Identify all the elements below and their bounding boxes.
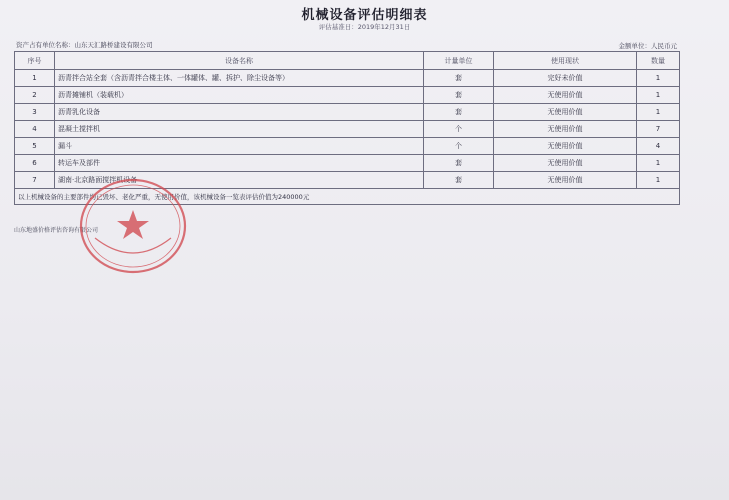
cell-serial: 7 <box>15 172 55 189</box>
cell-quantity: 1 <box>637 172 680 189</box>
cell-usage-status: 无使用价值 <box>494 155 637 172</box>
cell-measure-unit: 套 <box>424 155 494 172</box>
header-usage-status: 使用现状 <box>494 52 637 70</box>
table-row <box>15 138 680 155</box>
summary-row <box>15 189 680 205</box>
header-equipment-name: 设备名称 <box>55 52 424 70</box>
table-row <box>15 87 680 104</box>
cell-measure-unit: 个 <box>424 121 494 138</box>
cell-usage-status: 无使用价值 <box>494 87 637 104</box>
appraiser-note: 山东地盛价格评估咨询有限公司 <box>14 227 99 234</box>
cell-equipment-name: 沥青摊铺机（装载机） <box>55 87 424 104</box>
cell-equipment-name: 湖南·北京路面搅拌机设备 <box>55 172 424 189</box>
cell-quantity: 1 <box>637 70 680 87</box>
cell-serial: 4 <box>15 121 55 138</box>
cell-equipment-name: 转运车及部件 <box>55 155 424 172</box>
cell-usage-status: 无使用价值 <box>494 138 637 155</box>
table-row <box>15 104 680 121</box>
cell-measure-unit: 套 <box>424 104 494 121</box>
cell-measure-unit: 套 <box>424 70 494 87</box>
table-header-row <box>15 52 680 70</box>
table-row <box>15 172 680 189</box>
cell-usage-status: 无使用价值 <box>494 104 637 121</box>
table-row <box>15 121 680 138</box>
cell-usage-status: 无使用价值 <box>494 121 637 138</box>
table-row <box>15 70 680 87</box>
cell-equipment-name: 漏斗 <box>55 138 424 155</box>
cell-equipment-name: 混凝土搅拌机 <box>55 121 424 138</box>
table-row <box>15 155 680 172</box>
cell-equipment-name: 沥青乳化设备 <box>55 104 424 121</box>
cell-usage-status: 完好未价值 <box>494 70 637 87</box>
cell-serial: 1 <box>15 70 55 87</box>
cell-usage-status: 无使用价值 <box>494 172 637 189</box>
summary-note: 以上机械设备的主要部件均已毁坏、老化严重，无使用价值，该机械设备一览表评估价值为240000元 <box>15 189 680 205</box>
document-subtitle: 评估基准日：2019年12月31日 <box>318 23 411 31</box>
header-quantity: 数量 <box>637 52 680 70</box>
cell-measure-unit: 套 <box>424 172 494 189</box>
cell-quantity: 7 <box>637 121 680 138</box>
document-title: 机械设备评估明细表 <box>301 8 428 23</box>
cell-serial: 2 <box>15 87 55 104</box>
equipment-table <box>14 51 680 205</box>
asset-owner-label: 资产占有单位名称：山东天汇路桥建设有限公司 <box>16 41 153 49</box>
cell-serial: 5 <box>15 138 55 155</box>
cell-quantity: 1 <box>637 87 680 104</box>
cell-measure-unit: 套 <box>424 87 494 104</box>
header-measure-unit: 计量单位 <box>424 52 494 70</box>
cell-quantity: 1 <box>637 155 680 172</box>
currency-unit-label: 金额单位：人民币元 <box>618 42 677 50</box>
cell-equipment-name: 沥青拌合站全套（含沥青拌合楼主体、一体罐体、罐、拆护、除尘设备等） <box>55 70 424 87</box>
cell-serial: 3 <box>15 104 55 121</box>
cell-quantity: 4 <box>637 138 680 155</box>
cell-quantity: 1 <box>637 104 680 121</box>
header-serial: 序号 <box>15 52 55 70</box>
seal-star-icon <box>117 210 149 239</box>
cell-serial: 6 <box>15 155 55 172</box>
cell-measure-unit: 个 <box>424 138 494 155</box>
